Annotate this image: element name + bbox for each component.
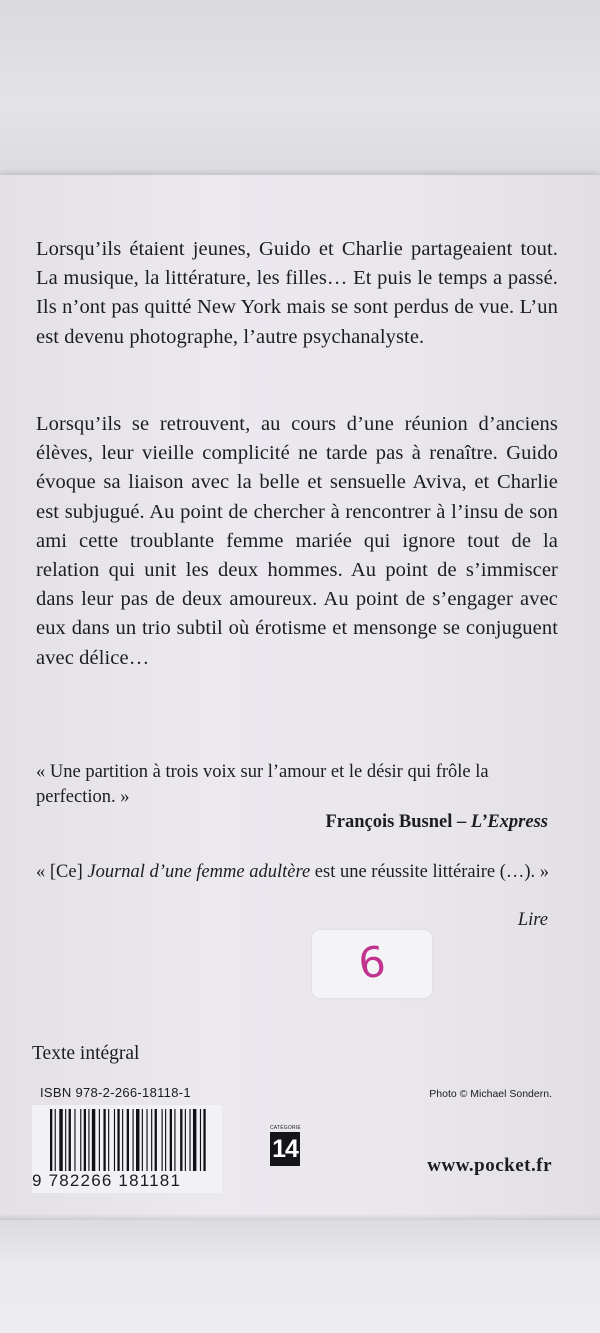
book-back-cover bbox=[0, 175, 600, 1220]
blurb-paragraph-2: Lorsqu’ils se retrouvent, au cours d’une réunion d’anciens élèves, leur vieille complicité ne tarde pas à renaître. Guido évoque sa liaison avec la belle et sensuelle Aviva, et Charlie est subjugué. Au point de chercher à rencontrer à l’insu de son ami cette troublante femme mariée qui ignore tout de la relation qui unit les deux hommes. Au point de s’immiscer dans leur pas de deux amoureux. Au point de s’engager avec eux dans un trio subtil où érotisme et mensonge se conjuguent avec délice… bbox=[36, 413, 558, 669]
photo-credit: Photo © Michael Sondern. bbox=[429, 1088, 552, 1100]
category-label: CATÉGORIE bbox=[270, 1125, 301, 1131]
press-quote-1-source bbox=[325, 812, 548, 833]
texte-integral-label: Texte intégral bbox=[32, 1043, 140, 1064]
press-quote-1: « Une partition à trois voix sur l’amour et le désir qui frôle la perfection. » bbox=[36, 762, 489, 807]
press-quote-2 bbox=[36, 860, 550, 885]
background-surface-bottom bbox=[0, 1220, 600, 1333]
barcode bbox=[32, 1105, 222, 1193]
quote2-prefix: « [Ce] bbox=[36, 862, 88, 882]
barcode-bars-icon bbox=[50, 1109, 218, 1171]
category-badge bbox=[270, 1125, 300, 1167]
press-quote-2-source: Lire bbox=[517, 910, 548, 930]
quote2-book-title: Journal d’une femme adultère bbox=[87, 862, 311, 882]
publisher-website: www.pocket.fr bbox=[427, 1155, 552, 1176]
barcode-digits: 9 782266 181181 bbox=[32, 1171, 182, 1190]
price-sticker bbox=[312, 930, 432, 998]
quote-publication: L’Express bbox=[470, 812, 548, 832]
quote2-suffix: est une réussite littéraire (…). » bbox=[310, 862, 550, 882]
sticker-handwritten-number: 6 bbox=[355, 936, 389, 989]
isbn-label: ISBN 978-2-266-18118-1 bbox=[40, 1085, 191, 1100]
quote-author: François Busnel – bbox=[325, 812, 471, 832]
background-surface-top bbox=[0, 0, 600, 175]
category-value: 14 bbox=[270, 1132, 300, 1166]
blurb-paragraph-1: Lorsqu’ils étaient jeunes, Guido et Charlie partageaient tout. La musique, la littérature, les filles… Et puis le temps a passé. Ils n’ont pas quitté New York mais se sont perdus de vue. L’un est devenu photographe, l’autre psychanalyste. bbox=[36, 238, 558, 348]
